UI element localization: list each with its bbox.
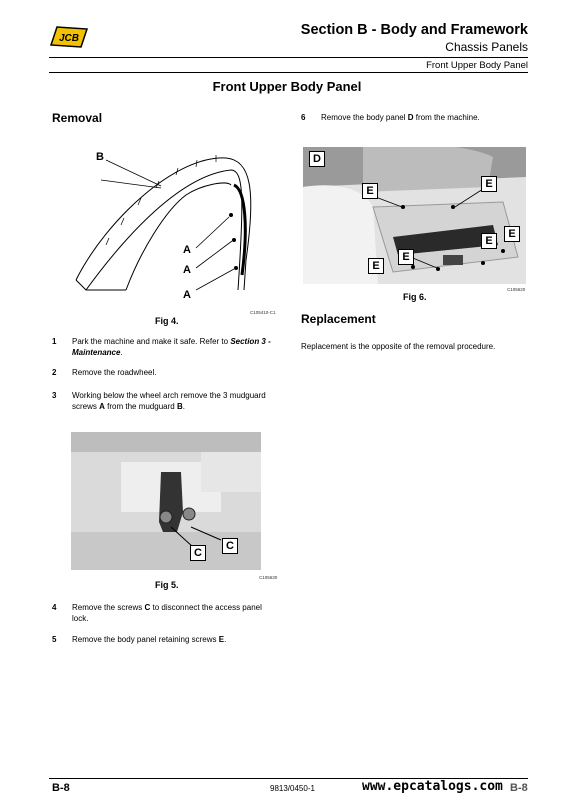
fig6-label-e6: E — [368, 258, 384, 274]
header-rule-2 — [49, 72, 528, 73]
page-number: B-8 — [52, 782, 70, 794]
mudguard-drawing — [66, 140, 278, 315]
fig4-label-b: B — [96, 151, 104, 163]
step-1: 1 Park the machine and make it safe. Refer to Section 3 - Maintenance. — [52, 337, 271, 357]
fig5-label-c2: C — [222, 538, 238, 554]
fig4-label-a3: A — [183, 289, 191, 301]
figure-4 — [66, 140, 278, 315]
fig6-label-e4: E — [481, 233, 497, 249]
fig4-label-a2: A — [183, 264, 191, 276]
fig4-code: C105410-C1 — [250, 310, 276, 315]
fig6-code: C105620 — [507, 287, 526, 292]
section-subtitle: Chassis Panels — [445, 40, 528, 54]
step-6: 6 Remove the body panel D from the machine. — [301, 113, 480, 122]
section-title: Section B - Body and Framework — [300, 22, 528, 38]
page-title: Front Upper Body Panel — [212, 79, 362, 94]
watermark-url[interactable]: www.epcatalogs.com — [362, 779, 503, 794]
jcb-logo — [49, 25, 89, 49]
doc-number: 9813/0450-1 — [270, 784, 315, 793]
figure-6-photo — [303, 147, 526, 284]
fig6-label-e3: E — [504, 226, 520, 242]
fig5-label-c1: C — [190, 545, 206, 561]
fig6-label-e1: E — [362, 183, 378, 199]
step-5: 5 Remove the body panel retaining screws E. — [52, 635, 227, 644]
step-4: 4 Remove the screws C to disconnect the access panel lock. — [52, 603, 262, 623]
header-rule — [49, 57, 528, 58]
step-3: 3 Working below the wheel arch remove the 3 mudguard screws A from the mudguard B. — [52, 391, 266, 411]
fig5-caption: Fig 5. — [155, 580, 179, 590]
fig4-caption: Fig 4. — [155, 316, 179, 326]
page-subtitle: Front Upper Body Panel — [426, 60, 528, 71]
page-number-right: B-8 — [510, 782, 528, 794]
fig6-label-e5: E — [398, 249, 414, 265]
fig6-label-e2: E — [481, 176, 497, 192]
fig5-code: C105630 — [259, 575, 278, 580]
logo-text: JCB — [58, 33, 80, 44]
step-2: 2 Remove the roadwheel. — [52, 368, 157, 377]
fig6-label-d: D — [309, 151, 325, 167]
replacement-heading: Replacement — [301, 312, 376, 326]
removal-heading: Removal — [52, 111, 103, 125]
section-reference: Section 3 - Maintenance — [72, 337, 271, 357]
fig4-label-a1: A — [183, 244, 191, 256]
replacement-text: Replacement is the opposite of the removal procedure. — [301, 342, 496, 351]
fig6-caption: Fig 6. — [403, 292, 427, 302]
